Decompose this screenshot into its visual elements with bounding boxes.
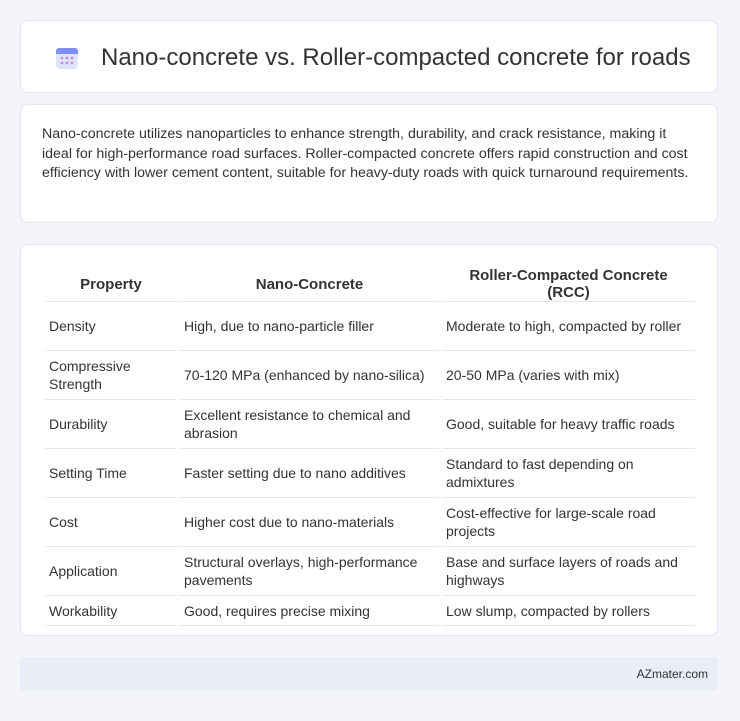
property-cell: Application	[45, 547, 177, 596]
nano-concrete-cell: Higher cost due to nano-materials	[180, 498, 439, 547]
comparison-table-card	[20, 244, 718, 636]
rcc-cell: Base and surface layers of roads and highways	[442, 547, 695, 596]
property-cell: Cost	[45, 498, 177, 547]
rcc-cell: Low slump, compacted by rollers	[442, 596, 695, 626]
property-cell: Setting Time	[45, 449, 177, 498]
comparison-table	[42, 265, 698, 626]
rcc-cell: 20-50 MPa (varies with mix)	[442, 351, 695, 400]
nano-concrete-cell: Structural overlays, high-performance pavements	[180, 547, 439, 596]
summary-text: Nano-concrete utilizes nanoparticles to enhance strength, durability, and crack resistance, making it ideal for high-performance road surfaces. Roller-compacted concrete offers rapid construction and cost efficiency with lower cement content, suitable for heavy-duty roads with quick turnaround requirements.	[42, 126, 689, 181]
table-row	[45, 498, 695, 547]
column-header-property: Property	[45, 265, 177, 302]
nano-concrete-cell: Faster setting due to nano additives	[180, 449, 439, 498]
calendar-icon	[55, 46, 79, 70]
page-title: Nano-concrete vs. Roller-compacted concrete for roads	[101, 43, 691, 71]
table-row	[45, 302, 695, 351]
rcc-cell: Good, suitable for heavy traffic roads	[442, 400, 695, 449]
property-cell: Durability	[45, 400, 177, 449]
table-row	[45, 596, 695, 626]
column-header-rcc: Roller-Compacted Concrete (RCC)	[442, 265, 695, 302]
summary-card	[20, 104, 718, 223]
header-card	[20, 20, 718, 93]
table-row	[45, 400, 695, 449]
footer-brand: AZmater.com	[636, 666, 708, 681]
nano-concrete-cell: Excellent resistance to chemical and abrasion	[180, 400, 439, 449]
table-header-row	[45, 265, 695, 302]
column-header-nano-concrete: Nano-Concrete	[180, 265, 439, 302]
footer-bar	[20, 657, 718, 690]
nano-concrete-cell: 70-120 MPa (enhanced by nano-silica)	[180, 351, 439, 400]
property-cell: Density	[45, 302, 177, 351]
table-row	[45, 449, 695, 498]
table-row	[45, 351, 695, 400]
rcc-cell: Cost-effective for large-scale road projects	[442, 498, 695, 547]
rcc-cell: Standard to fast depending on admixtures	[442, 449, 695, 498]
rcc-cell: Moderate to high, compacted by roller	[442, 302, 695, 351]
nano-concrete-cell: Good, requires precise mixing	[180, 596, 439, 626]
property-cell: Workability	[45, 596, 177, 626]
property-cell: Compressive Strength	[45, 351, 177, 400]
table-row	[45, 547, 695, 596]
nano-concrete-cell: High, due to nano-particle filler	[180, 302, 439, 351]
